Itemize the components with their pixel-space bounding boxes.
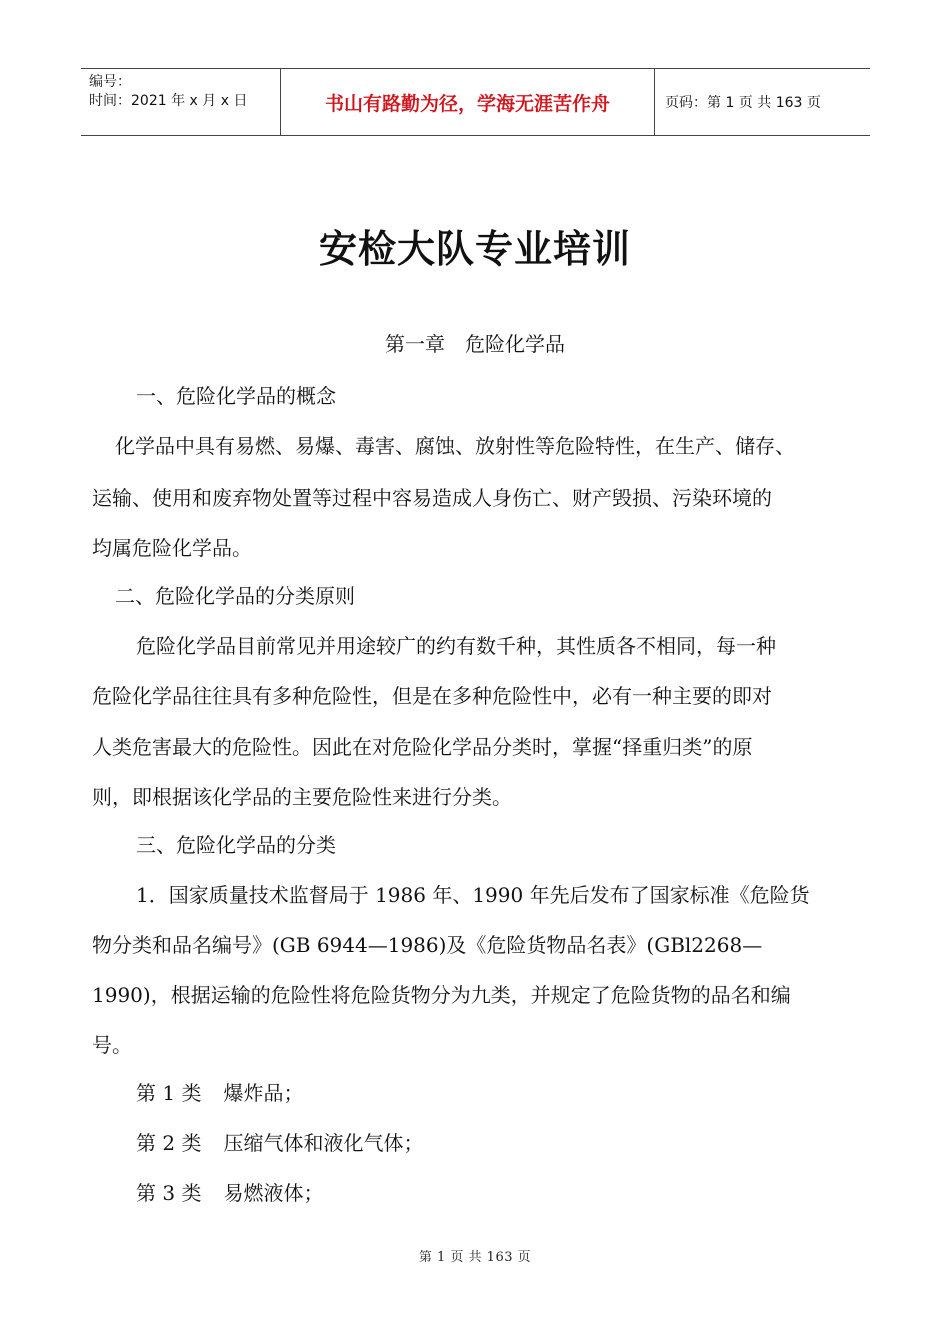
paragraph-line: 物分类和品名编号》(GB 6944—1986)及《危险货物品名表》(GBl2268— [92,933,763,957]
paragraph-line: 危险化学品目前常见并用途较广的约有数千种，其性质各不相同，每一种 [136,634,776,658]
header-motto: 书山有路勤为径，学海无涯苦作舟 [281,69,655,135]
paragraph-line: 1990)，根据运输的危险性将危险货物分为九类，并规定了危险货物的品名和编 [92,983,791,1007]
header-page-info: 页码：第 1 页 共 163 页 [665,95,821,111]
paragraph-line: 危险化学品往往具有多种危险性，但是在多种危险性中，必有一种主要的即对 [92,684,772,708]
paragraph-line: 均属危险化学品。 [92,536,252,560]
header-table [81,68,870,136]
section-heading-3: 三、危险化学品的分类 [136,833,336,857]
class-number: 第 1 类 [136,1081,202,1105]
class-item [136,1127,423,1156]
class-name: 易燃液体； [223,1181,324,1205]
class-item [136,1077,303,1106]
chapter-title: 第一章 危险化学品 [385,332,565,356]
paragraph-line: 化学品中具有易燃、易爆、毒害、腐蚀、放射性等危险特性，在生产、储存、 [115,434,795,458]
paragraph-line: 则，即根据该化学品的主要危险性来进行分类。 [92,785,512,809]
class-name: 爆炸品； [223,1081,304,1105]
date-label: 时间：2021 年 x 月 x 日 [89,93,248,109]
page-footer: 第 1 页 共 163 页 [418,1250,532,1265]
class-item [136,1177,323,1206]
header-meta [81,69,281,135]
paragraph-line: 1．国家质量技术监督局于 1986 年、1990 年先后发布了国家标准《危险货 [136,883,810,907]
class-number: 第 2 类 [136,1131,202,1155]
paragraph-line: 号。 [92,1033,132,1057]
number-label: 编号： [89,74,131,90]
paragraph-line: 运输、使用和废弃物处置等过程中容易造成人身伤亡、财产毁损、污染环境的 [92,486,772,510]
section-heading-2: 二、危险化学品的分类原则 [115,584,355,608]
class-number: 第 3 类 [136,1181,202,1205]
section-heading-1: 一、危险化学品的概念 [136,384,336,408]
paragraph-line: 人类危害最大的危险性。因此在对危险化学品分类时，掌握“择重归类”的原 [92,735,753,759]
class-name: 压缩气体和液化气体； [223,1131,424,1155]
document-title: 安检大队专业培训 [318,227,631,271]
